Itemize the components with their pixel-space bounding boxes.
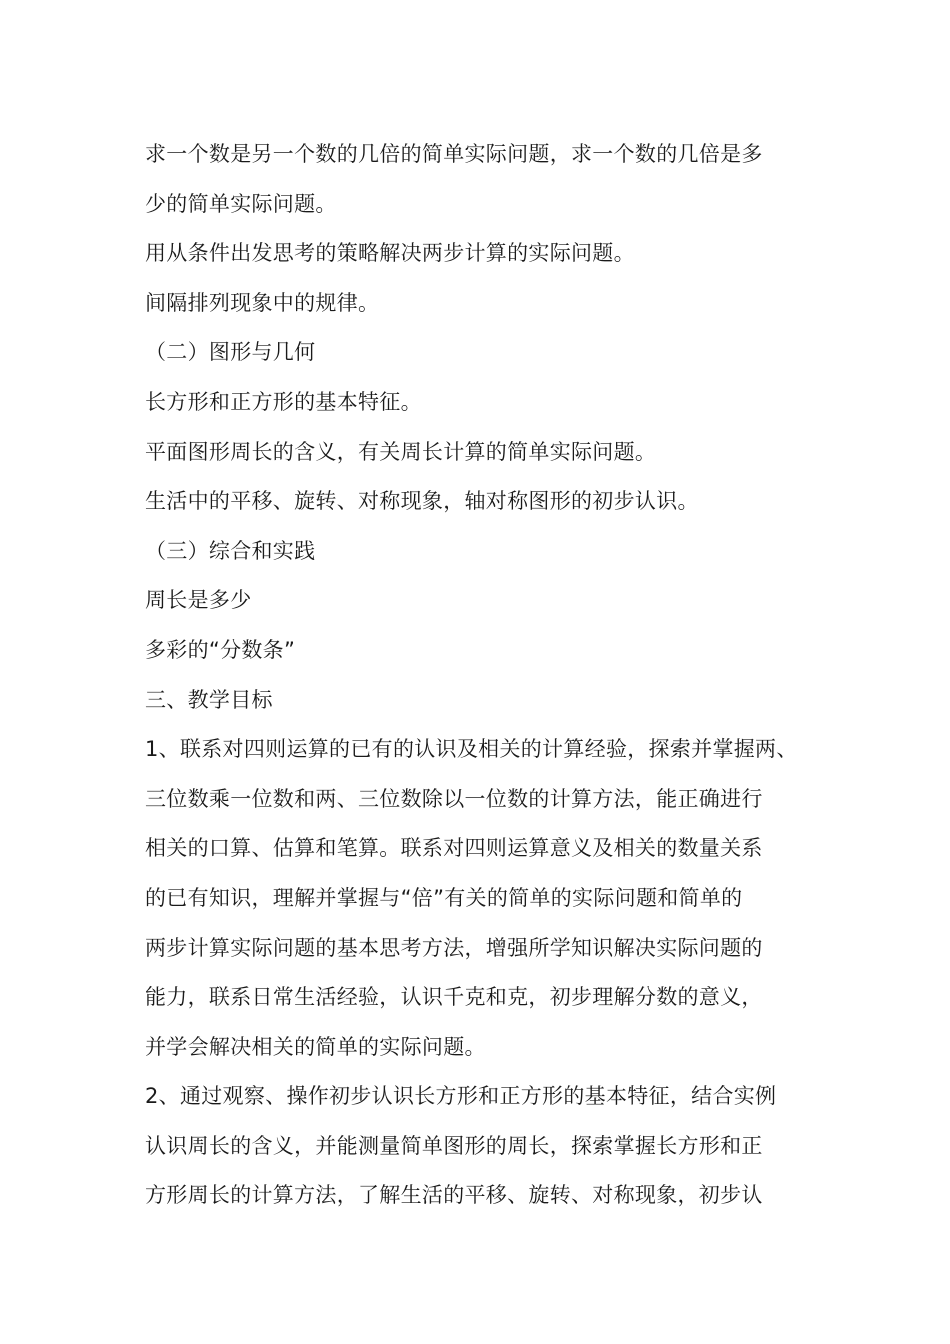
text-line: 间隔排列现象中的规律。 [145, 290, 380, 315]
paragraph-line: 认识周长的含义，并能测量简单图形的周长，探索掌握长方形和正 [145, 1133, 763, 1158]
paragraph-line: 并学会解决相关的简单的实际问题。 [145, 1034, 486, 1059]
text-line: 用从条件出发思考的策略解决两步计算的实际问题。 [145, 241, 635, 266]
text-line: 少的简单实际问题。 [145, 191, 337, 216]
paragraph-line: 的已有知识，理解并掌握与“倍”有关的简单的实际问题和简单的 [145, 885, 743, 910]
document-body [145, 130, 835, 1221]
paragraph-line: 1、联系对四则运算的已有的认识及相关的计算经验，探索并掌握两、 [145, 737, 798, 762]
text-line: 多彩的“分数条” [145, 637, 296, 662]
paragraph-line: 相关的口算、估算和笔算。联系对四则运算意义及相关的数量关系 [145, 836, 763, 861]
text-line: 求一个数是另一个数的几倍的简单实际问题，求一个数的几倍是多 [145, 142, 763, 166]
section-heading: （三）综合和实践 [145, 538, 316, 563]
section-heading: （二）图形与几何 [145, 340, 316, 365]
paragraph-line: 方形周长的计算方法，了解生活的平移、旋转、对称现象，初步认 [145, 1183, 763, 1208]
text-line: 平面图形周长的含义，有关周长计算的简单实际问题。 [145, 439, 657, 464]
text-line: 长方形和正方形的基本特征。 [145, 389, 422, 414]
paragraph-line: 2、通过观察、操作初步认识长方形和正方形的基本特征，结合实例 [145, 1084, 777, 1109]
paragraph-line: 三位数乘一位数和两、三位数除以一位数的计算方法，能正确进行 [145, 786, 763, 811]
paragraph-line: 能力，联系日常生活经验，认识千克和克，初步理解分数的意义， [145, 985, 763, 1010]
text-line: 生活中的平移、旋转、对称现象，轴对称图形的初步认识。 [145, 489, 699, 514]
section-heading: 三、教学目标 [145, 687, 273, 712]
text-line: 周长是多少 [145, 588, 252, 613]
paragraph-line: 两步计算实际问题的基本思考方法，增强所学知识解决实际问题的 [145, 935, 763, 960]
